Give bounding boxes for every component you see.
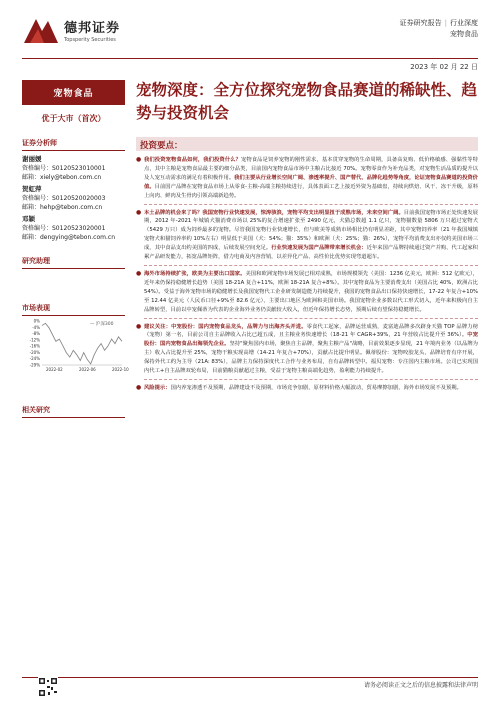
footer-disclaimer: 请务必阅读正文之后的信息披露和法律声明 — [363, 682, 478, 689]
report-type: 证券研究报告 — [399, 19, 442, 27]
rating: 优于大市（首次） — [41, 114, 106, 123]
divider — [144, 265, 478, 266]
x-tick-label: 2022-10 — [112, 367, 129, 372]
y-tick-label: -29% — [29, 362, 40, 368]
summary-paragraph: ● 我们投资宠物食品如何，我们投资什么？宠物食品是饲养宠物的刚性需求，基本贯穿宠物的生命周期，具备高复购、低价格敏感、强黏性等特点，其中主粮是宠物食品最主要的细分品类，目前国内宠物食品市场中主粮占比接近 70%。宠物零食作为补充品类，对宠物生活品质的提升以及人宠互动需求的满足有着积极作用。我们主要从行业增长空间广阔、渗透率提升、国产替代、品牌化趋势等角度，论证宠物食品赛道的投资价值。目前国产品牌在宠物食品市场上从零食-主粮-高端主粮持续进行，具体表面工艺上接近外资为基础盘，持续向烘焙、风干、冻干升级，原料上向肉、鲜肉及生骨肉引领高端新趋势。 — [136, 156, 478, 199]
y-tick-label: -24% — [29, 356, 40, 362]
report-header: 证券研究报告 | 行业深度 宠物食品 — [399, 19, 478, 38]
bullet-icon: ● — [136, 269, 142, 277]
research-assistant-heading: 研究助理 — [22, 256, 125, 269]
header-rule — [22, 58, 478, 59]
analyst-list — [22, 155, 125, 242]
analyst-heading: 证券分析师 — [22, 138, 125, 151]
analyst-email[interactable]: 邮箱：dengying@tebon.com.cn — [22, 234, 115, 241]
y-tick-label: 0% — [33, 318, 40, 324]
page-title: 宠物深度：全方位探究宠物食品赛道的稀缺性、趋势与投资机会 — [136, 80, 478, 122]
analyst-email[interactable]: 邮箱：xiely@tebon.com.cn — [22, 174, 102, 181]
x-tick-label: 2022-02 — [46, 367, 63, 372]
market-chart — [22, 317, 129, 377]
x-tick-label: 2022-06 — [79, 367, 96, 372]
summary-paragraph: ● 建议关注：中宠股份：国内宠物食品龙头，品牌力与出海齐头并进。零食代工起家，品牌运营成熟，麦富迪品牌多次跻身天猫 TOP 品牌力榜（宠物）第一名，目前公司自主品牌收入占比已超五成，且主粮业务快速增长（18-21 年 CAGR+39%，21 年营收占比提升至 36%）。中宠股份：国内宠物食品出海领先企业。坚持"聚焦国内市场，聚焦自主品牌，聚焦主粮产品"战略，目前效果逐步显现，21 年境内业务（以品牌为主）收入占比提升至 25%，宠物干粮实现高增（14-21 年复合+70%），贡献占比提升明显。佩蒂股份：宠物咬胶龙头，品牌培育有序开展，保持外代工约为主导（21A: 83%），品牌主力保持深度代工合作与业务布局，自有品牌转型中。福贝宠物：专注国内主粮市场。公司已实现国内代工+自主品牌双轮布局，目前猫粮贡献超过主粮，受益于宠物主粮高端化趋势，盈利能力持续提升。 — [136, 322, 478, 375]
y-tick-label: -20% — [29, 349, 40, 355]
report-category: 行业深度 — [450, 19, 478, 27]
divider — [144, 204, 478, 205]
legend-label: — 沪深300 — [90, 322, 114, 327]
brand-name-en: Topsperity Securities — [64, 37, 116, 43]
logo-mark-icon — [22, 15, 60, 45]
report-industry: 宠物食品 — [450, 30, 478, 38]
divider — [144, 379, 478, 380]
related-heading: 相关研究 — [22, 405, 125, 418]
y-tick-label: -12% — [29, 337, 40, 343]
bullet-icon: ● — [136, 322, 142, 330]
bullet-icon: ● — [136, 383, 142, 391]
footer-rule — [22, 677, 478, 678]
market-heading: 市场表现 — [22, 303, 125, 316]
bullet-icon: ● — [136, 156, 142, 163]
invest-heading: 投资要点： — [136, 137, 478, 151]
summary-paragraph: ● 海外市场持续扩张，欧美为主要出口国家。美国和欧洲宠物市场发展已相对成熟，市场规模领先（美国：1236 亿美元，欧洲：512 亿欧元），近年来仍保持稳健增长趋势（美国 18-21A 复合+11%，欧洲 18-21A 复合+8%）。其中宠物食品为主要消费支出（美国占比 40%，欧洲占比 54%）。受益于海外宠物市场的稳健增长及我国宠物代工企业研发制造能力持续提升，我国的宠物食品出口保持快速增长，17-22 年复合+10%至 12.44 亿美元（人民币口径+9%至 82.6 亿元），主要出口地区为欧洲和美国市场。我国宠物企业多数以代工形式切入，近年来积极向自主品牌转型，目前以中宠佩蒂为代表的企业海外业务仍贡献较大收入，但近年保持增长态势，预期后续有望保持稳健增长。 — [136, 269, 478, 313]
y-tick-label: -4% — [32, 324, 40, 330]
market-chart-svg — [22, 317, 129, 379]
series-line — [42, 323, 122, 364]
report-body — [136, 156, 478, 395]
analyst: 贺虹萍 资格编号：S0120520020003 邮箱：hehp@tebon.com.cn — [22, 185, 125, 212]
y-tick-label: -16% — [29, 343, 40, 349]
divider — [144, 318, 478, 319]
industry-box: 宠物食品 — [22, 80, 125, 105]
analyst: 谢丽媛 资格编号：S0120523010001 邮箱：xiely@tebon.com.cn — [22, 155, 125, 182]
left-sidebar — [22, 80, 125, 316]
brand-logo — [22, 15, 120, 45]
analyst: 邓颖 资格编号：S0120523020001 邮箱：dengying@tebon.com.cn — [22, 215, 125, 242]
y-tick-label: -8% — [32, 331, 40, 337]
report-date: 2023 年 02 月 22 日 — [410, 63, 478, 71]
risk-paragraph: ● 风险提示：国内养宠渗透不及预期，品牌建设不及预期，市场竞争加剧，原材料价格大幅波动，贸易摩擦加剧，海外市场发展不及预期。 — [136, 383, 462, 391]
brand-name: 德邦证券 — [64, 21, 121, 36]
summary-paragraph: ● 本土品牌的机会来了吗？我国宠物行业快速发展，惊涛骇浪，宠物平均支出明显扭于成熟市场，未来空间广阔。目前我国宠物市场正处快速发展期，2012 年-2021 年城镇犬猫消费市场以 25%的复合增速扩张至 2490 亿元，犬猫总数超 1.1 亿只，宠物猫数量 5806 万只超过宠物犬（5429 万只）成为饲养最多的宠物。尽管我国宠物行业快速增长，但与欧美等成熟市场相比仍有明显差距，其中宠物饲养率（21 年我国城镇宠物犬和猫饲养率约 10%左右）明显低于美国（犬：54%；猫：35%）和欧洲（犬：25%；猫：26%），宠物平均消费支出亦仅约美国市场三成，其中食品支出约美国的四成，后续发展空间充足。行业快速发展为国产品牌带来增长机会：近年来国产品牌持续通过资产并购、代工起家积累产品研发能力，拓宽品牌矩阵，借力电商及内容营销，以差异化产品、高性价比优势实现弯道超车。 — [136, 208, 478, 261]
bullet-icon: ● — [136, 208, 142, 216]
analyst-email[interactable]: 邮箱：hehp@tebon.com.cn — [22, 204, 103, 211]
